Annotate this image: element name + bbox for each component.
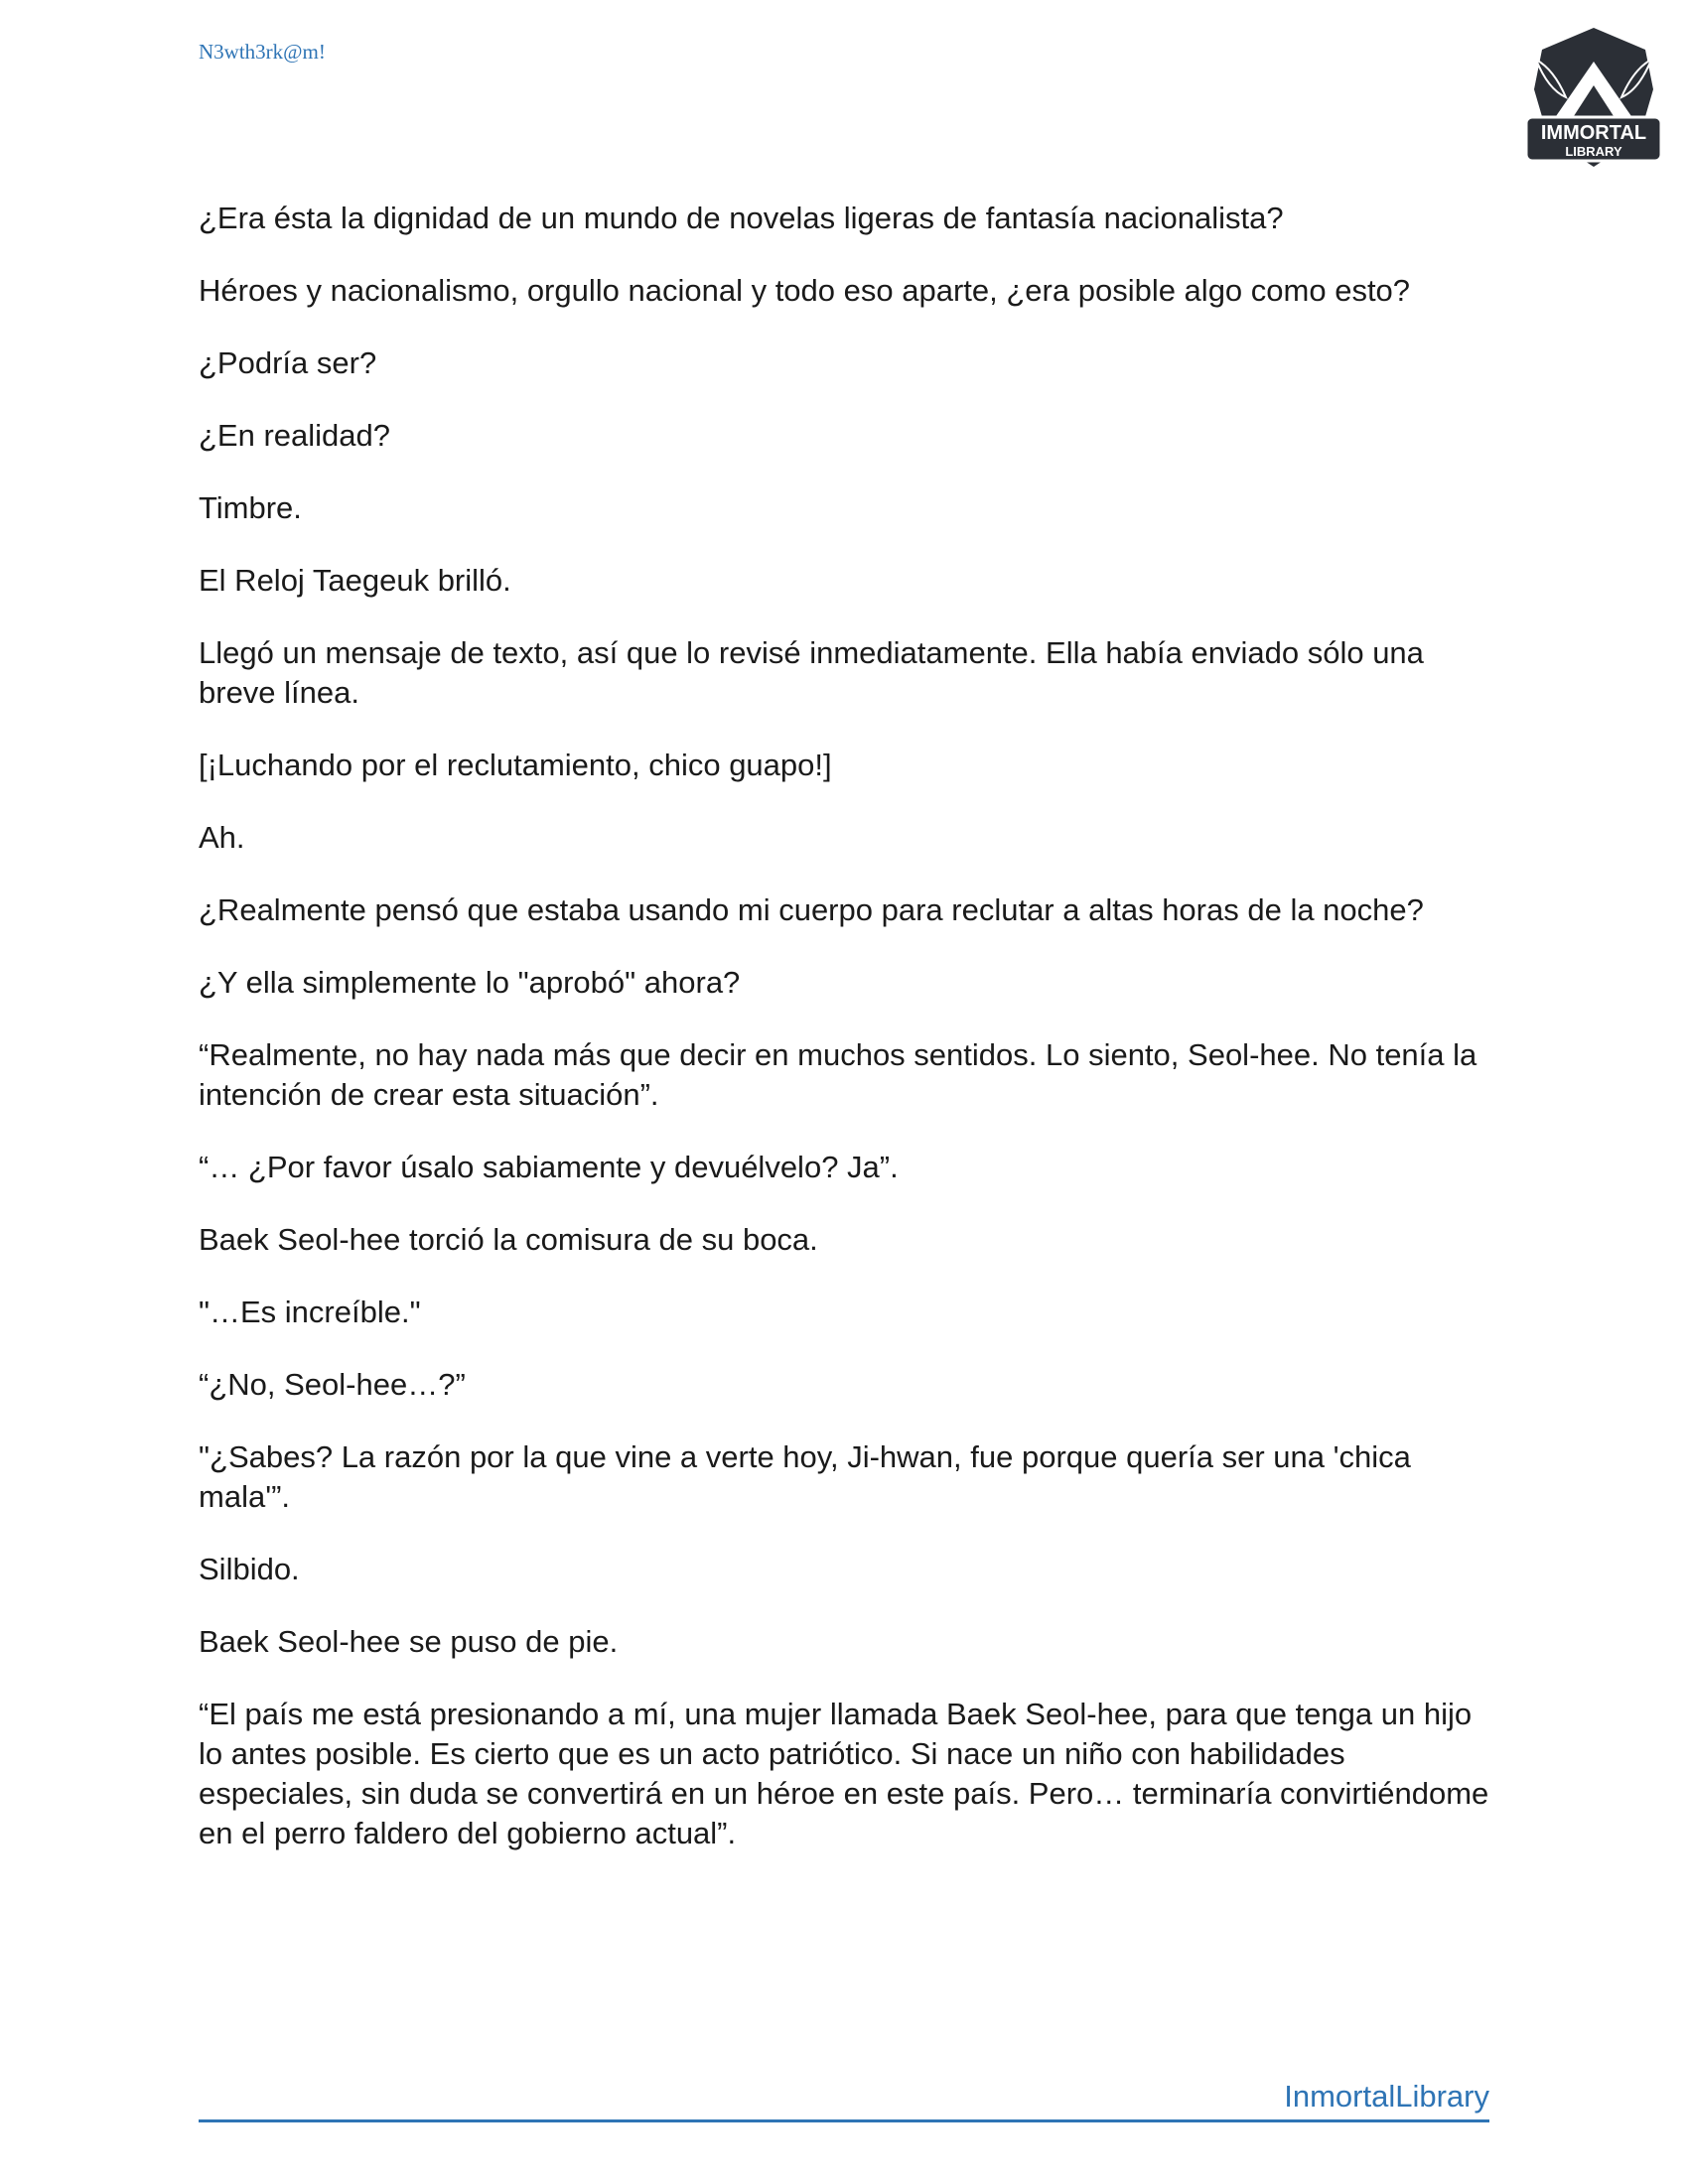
immortal-library-logo bbox=[1514, 20, 1673, 179]
paragraph: ¿Era ésta la dignidad de un mundo de novelas ligeras de fantasía nacionalista? bbox=[199, 201, 1284, 235]
document-body bbox=[199, 199, 1489, 1886]
paragraph: “¿No, Seol-hee…?” bbox=[199, 1367, 466, 1402]
paragraph: Baek Seol-hee torció la comisura de su boca. bbox=[199, 1222, 818, 1257]
paragraph: Silbido. bbox=[199, 1552, 300, 1586]
paragraph: "¿Sabes? La razón por la que vine a verte hoy, Ji-hwan, fue porque quería ser una 'chica mala'”. bbox=[199, 1439, 1411, 1514]
paragraph: Ah. bbox=[199, 820, 245, 855]
paragraph: El Reloj Taegeuk brilló. bbox=[199, 563, 511, 598]
logo-bottom-text: LIBRARY bbox=[1565, 144, 1622, 159]
paragraph: Baek Seol-hee se puso de pie. bbox=[199, 1624, 619, 1659]
paragraph: Héroes y nacionalismo, orgullo nacional y todo eso aparte, ¿era posible algo como esto? bbox=[199, 273, 1411, 308]
footer-library-link[interactable]: InmortalLibrary bbox=[1284, 2079, 1489, 2114]
paragraph: ¿Podría ser? bbox=[199, 345, 377, 380]
paragraph: ¿Realmente pensó que estaba usando mi cuerpo para reclutar a altas horas de la noche? bbox=[199, 892, 1424, 927]
logo-top-text: IMMORTAL bbox=[1540, 122, 1647, 144]
paragraph: ¿Y ella simplemente lo "aprobó" ahora? bbox=[199, 965, 741, 1000]
header-watermark-text: N3wth3rk@m! bbox=[199, 40, 326, 64]
paragraph: Timbre. bbox=[199, 490, 302, 525]
paragraph: “… ¿Por favor úsalo sabiamente y devuélvelo? Ja”. bbox=[199, 1150, 899, 1184]
paragraph: “El país me está presionando a mí, una mujer llamada Baek Seol-hee, para que tenga un hijo lo antes posible. Es cierto que es un acto patriótico. Si nace un niño con habilidades especiales, sin duda se convertirá en un héroe en este país. Pero… terminaría convirtiéndome en el perro faldero del gobierno actual”. bbox=[199, 1697, 1489, 1850]
paragraph: ¿En realidad? bbox=[199, 418, 391, 453]
paragraph: Llegó un mensaje de texto, así que lo revisé inmediatamente. Ella había enviado sólo una breve línea. bbox=[199, 635, 1424, 710]
paragraph: “Realmente, no hay nada más que decir en muchos sentidos. Lo siento, Seol-hee. No tenía la intención de crear esta situación”. bbox=[199, 1037, 1477, 1112]
paragraph: [¡Luchando por el reclutamiento, chico guapo!] bbox=[199, 748, 832, 782]
footer-divider bbox=[199, 2119, 1489, 2122]
paragraph: "…Es increíble." bbox=[199, 1295, 421, 1329]
